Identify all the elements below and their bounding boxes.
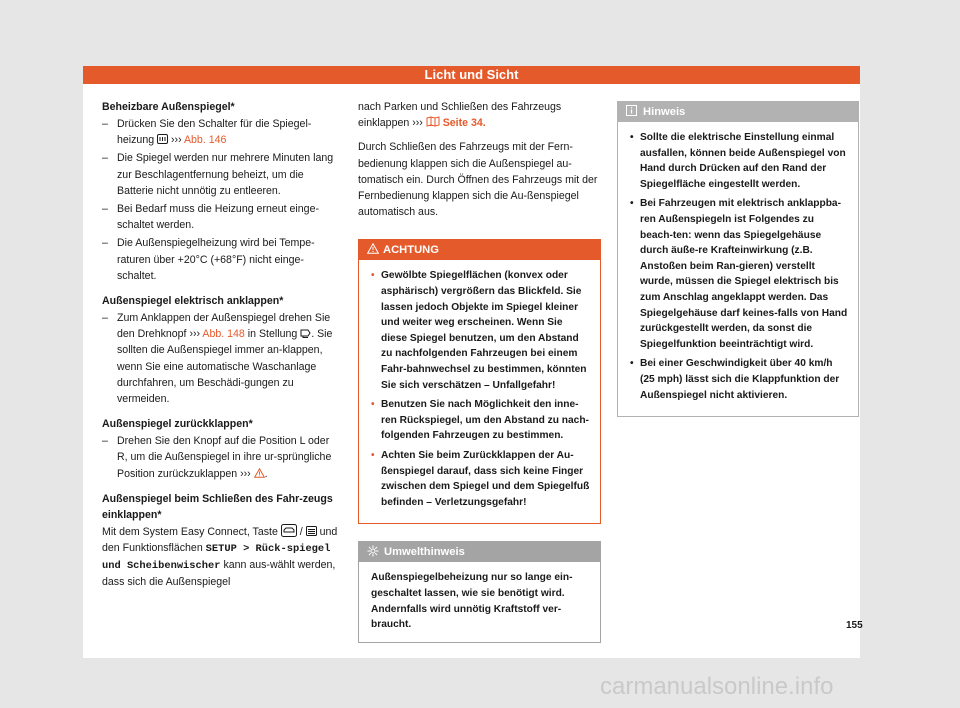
info-icon — [626, 105, 637, 116]
warning-triangle-icon — [367, 243, 379, 254]
list-item: – Drücken Sie den Schalter für die Spiegel-heizung ››› Abb. 146 — [102, 118, 312, 147]
list-item: • Bei Fahrzeugen mit elektrisch anklappba-ren Außenspiegeln ist Folgendes zu beach-ten: wenn das Spiegelgehäuse durch äuße-re Krafteinwirkung (z.B. Anstoßen beim Ran-gieren) verstellt wurde, müssen die Spiegel elektrisch bis zum Anschlag angeklappt werden. Das Spiegelgehäuse darf keines-falls von Hand zurückgestellt werden, da sonst die Spiegelfunktion beeinträchtigt wird. — [630, 198, 848, 350]
list-item: – Zum Anklappen der Außenspiegel drehen Sie den Drehknopf ››› Abb. 148 in Stellung . Sie sollten die Außenspiegel immer an-klappen, wenn Sie eine automatische Waschanlage durchfahren, um Beschädi-gungen zu vermeiden. — [102, 312, 333, 406]
hint-box — [617, 101, 859, 417]
section-title-fold-mirrors: Außenspiegel elektrisch anklappen* — [102, 295, 284, 308]
warning-header: ACHTUNG — [359, 240, 600, 260]
page-header: Licht und Sicht — [83, 66, 860, 84]
list-item: – Drehen Sie den Knopf auf die Position L oder R, um die Außenspiegel in ihre ur-sprüngliche Position zurückzuklappen ››› . — [102, 435, 332, 480]
hint-body — [618, 122, 858, 416]
figure-link[interactable]: Abb. 148 — [202, 328, 245, 341]
list-item: – Die Außenspiegelheizung wird bei Tempe-raturen über +20°C (+68°F) nicht einge-schaltet. — [102, 237, 315, 282]
environment-body: Außenspiegelbeheizung nur so lange ein-geschaltet lassen, wie sie benötigt wird. Andernfalls wird unnötig Kraftstoff ver-braucht. — [371, 572, 573, 631]
column-left — [102, 99, 340, 591]
section-title-unfold-mirrors: Außenspiegel zurückklappen* — [102, 418, 253, 431]
paragraph: Mit dem System Easy Connect, Taste / und den Funktionsflächen SETUP > Rück-spiegel und Scheibenwischer kann aus-wählt werden, dass sich die Außenspiegel — [102, 525, 338, 589]
list-item: • Sollte die elektrische Einstellung einmal ausfallen, können beide Außenspiegel von Hand durch Drücken auf den Rand der Spiegelfläche eingestellt werden. — [630, 132, 846, 190]
warning-triangle-icon[interactable] — [254, 468, 265, 478]
hint-header: Hinweis — [618, 102, 858, 122]
watermark: carmanualsonline.info — [600, 673, 834, 700]
book-ref-icon — [426, 116, 440, 127]
list-item: • Bei einer Geschwindigkeit über 40 km/h (25 mph) lässt sich die Klappfunktion der Außenspiegel nicht aktivieren. — [630, 358, 840, 401]
menu-icon — [306, 526, 317, 536]
section-title-heated-mirrors: Beheizbare Außenspiegel* — [102, 101, 235, 113]
section-title-fold-on-lock: Außenspiegel beim Schließen des Fahr-zeugs einklappen* — [102, 492, 333, 521]
list-item: • Achten Sie beim Zurückklappen der Au-ßenspiegel darauf, dass sich keine Finger zwischen dem Spiegel und dem Spiegelfuß befinden – Verletzungsgefahr! — [371, 449, 590, 508]
list-item: • Gewölbte Spiegelflächen (konvex oder asphärisch) vergrößern das Blickfeld. Sie lassen jedoch Objekte im Spiegel kleiner und weiter weg erscheinen. Wenn Sie diese Spiegel benutzen, um den Abstand zu nachfolgenden Fahrzeugen bei einem Fahr-bahnwechsel zu bestimmen, könnten Sie sich verschätzen – Unfallgefahr! — [371, 270, 587, 391]
paragraph: Durch Schließen des Fahrzeugs mit der Fern-bedienung klappen sich die Außenspiegel au-tomatisch ein. Durch Öffnen des Fahrzeugs mit der Fernbedienung klappen sich die Au-ßenspiegel automatisch aus. — [358, 141, 598, 219]
page-number: 155 — [846, 620, 863, 631]
environment-box — [358, 541, 601, 642]
warning-body — [359, 260, 600, 523]
paragraph: nach Parken und Schließen des Fahrzeugs einklappen ››› Seite 34. — [358, 101, 562, 130]
mirror-fold-icon — [300, 328, 311, 338]
list-item: – Die Spiegel werden nur mehrere Minuten lang zur Beschlagentfernung beheizt, um die Batterie nicht unnötig zu entleeren. — [102, 152, 334, 197]
list-item: • Benutzen Sie nach Möglichkeit den inne-ren Rückspiegel, um den Abstand zu nach-folgenden Fahrzeugen zu bestimmen. — [371, 399, 589, 442]
page-link[interactable]: Seite 34. — [442, 117, 486, 130]
environment-icon — [367, 545, 379, 557]
list-item: – Bei Bedarf muss die Heizung erneut einge-schaltet werden. — [102, 203, 319, 232]
column-middle — [358, 99, 601, 643]
warning-box — [358, 239, 601, 524]
mirror-heating-icon — [157, 134, 168, 144]
car-button-icon — [281, 524, 297, 537]
environment-header: Umwelthinweis — [359, 542, 600, 562]
column-right — [617, 101, 859, 417]
figure-link[interactable]: Abb. 146 — [183, 134, 227, 147]
